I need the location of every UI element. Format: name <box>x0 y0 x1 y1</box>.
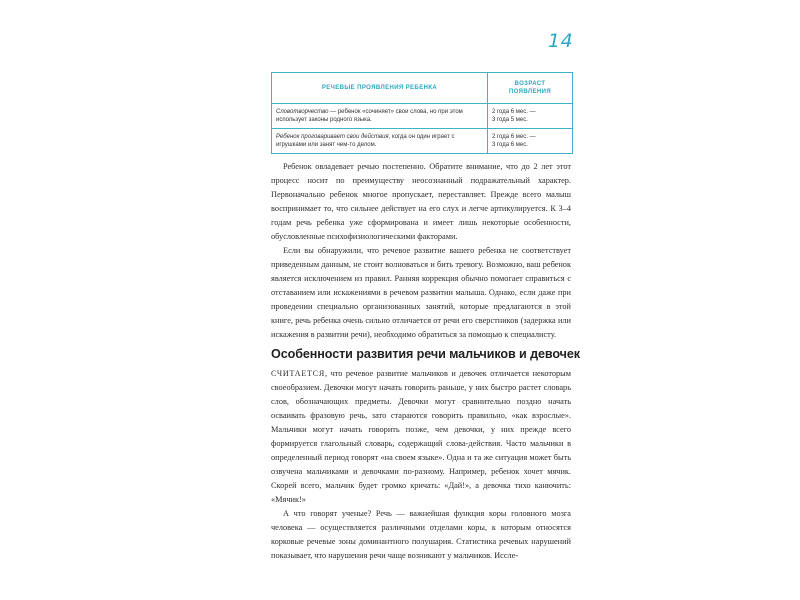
table-cell-age-line1: 2 года 6 мес. — <box>492 134 536 140</box>
table-cell-age-line2: 3 года 6 мес. <box>492 142 528 148</box>
table-row <box>272 129 572 153</box>
table-header-age-line1: ВОЗРАСТ <box>514 81 546 87</box>
table-cell-manifestation <box>272 129 488 153</box>
table-header-age-line2: ПОЯВЛЕНИЯ <box>508 89 552 95</box>
table-header-row <box>272 73 572 104</box>
table-header-age <box>488 73 572 103</box>
paragraph: Ребенок овладевает речью постепенно. Обратите внимание, что до 2 лет этот процесс носит по преимуществу неосознанный подражательный характер. Первоначально ребенок многое пропускает, переставляет. Прежде всего малыш воспринимает то, что сильнее действует на его слух и легче артикулируется. К 3–4 годам речь ребенка уже сформирована и имеет лишь некоторые особенности, обусловленные психофизиологическими факторами. <box>271 162 571 241</box>
speech-manifestations-table <box>271 72 573 154</box>
table-row <box>272 104 572 129</box>
table-cell-manifestation <box>272 104 488 128</box>
paragraph <box>271 367 571 507</box>
table-cell-age-line1: 2 года 6 мес. — <box>492 109 536 115</box>
table-cell-desc: — ребенок «сочиняет» свои слова, но при этом использует законы родного языка. <box>276 109 463 123</box>
paragraph-rest: , что речевое развитие мальчиков и девочек отличается некоторым своеобразием. Девочки могут начать говорить раньше, у них быстро растет словарь слов, обозначающих предметы. Девочки могут сравнительно поздно начать осваивать фразовую речь, зато стараются говорить правильно, «как взрослые». Мальчики могут начать говорить позже, чем девочки, у них прежде всего формируется глагольный словарь, содержащий слова-действия. Часто мальчики в определенный период говорят «на своем языке». Одна и та же ситуация может быть озвучена мальчиками и девочками по-разному. Например, ребенок хочет мячик. Скорей всего, мальчик будет громко кричать: «Дай!», а девочка тихо канючить: «Мячик!» <box>271 369 571 504</box>
table-cell-term: Ребенок проговаривает свои действия <box>276 134 389 140</box>
page-number: 14 <box>548 30 574 52</box>
table-cell-age <box>488 104 572 128</box>
table-cell-desc: , когда он один играет с игрушками или занят чем-то делом. <box>276 134 455 148</box>
lead-word: СЧИТАЕТСЯ <box>271 369 326 378</box>
table-header-manifestations: РЕЧЕВЫЕ ПРОЯВЛЕНИЯ РЕБЕНКА <box>272 73 488 103</box>
table-cell-age <box>488 129 572 153</box>
section-heading: Особенности развития речи мальчиков и девочек <box>271 347 580 361</box>
table-cell-term: Словотворчество <box>276 109 329 115</box>
paragraph: Если вы обнаружили, что речевое развитие вашего ребенка не соответствует приведенным данным, не стоит волноваться и бить тревогу. Возможно, ваш ребенок является исключением из правил. Ранняя коррекция обычно помогает справиться с отставанием или искажениями в речевом развитии малыша. Однако, если даже при проведении специально организованных занятий, которые предлагаются в этой книге, речь ребенка очень сильно отличается от речи его сверстников (задержка или искажения в развитии речи), необходимо обратиться за помощью к специалисту. <box>271 246 571 339</box>
table-cell-age-line2: 3 года 5 мес. <box>492 117 528 123</box>
section2-text <box>271 367 571 563</box>
paragraph: А что говорят ученые? Речь — важнейшая функция коры головного мозга человека — осуществляется различными отделами коры, к которым относятся корковые речевые зоны доминантного полушария. Статистика речевых нарушений показывает, что нарушения речи чаще возникают у мальчиков. Иссле- <box>271 509 571 560</box>
section1-text <box>271 160 571 342</box>
